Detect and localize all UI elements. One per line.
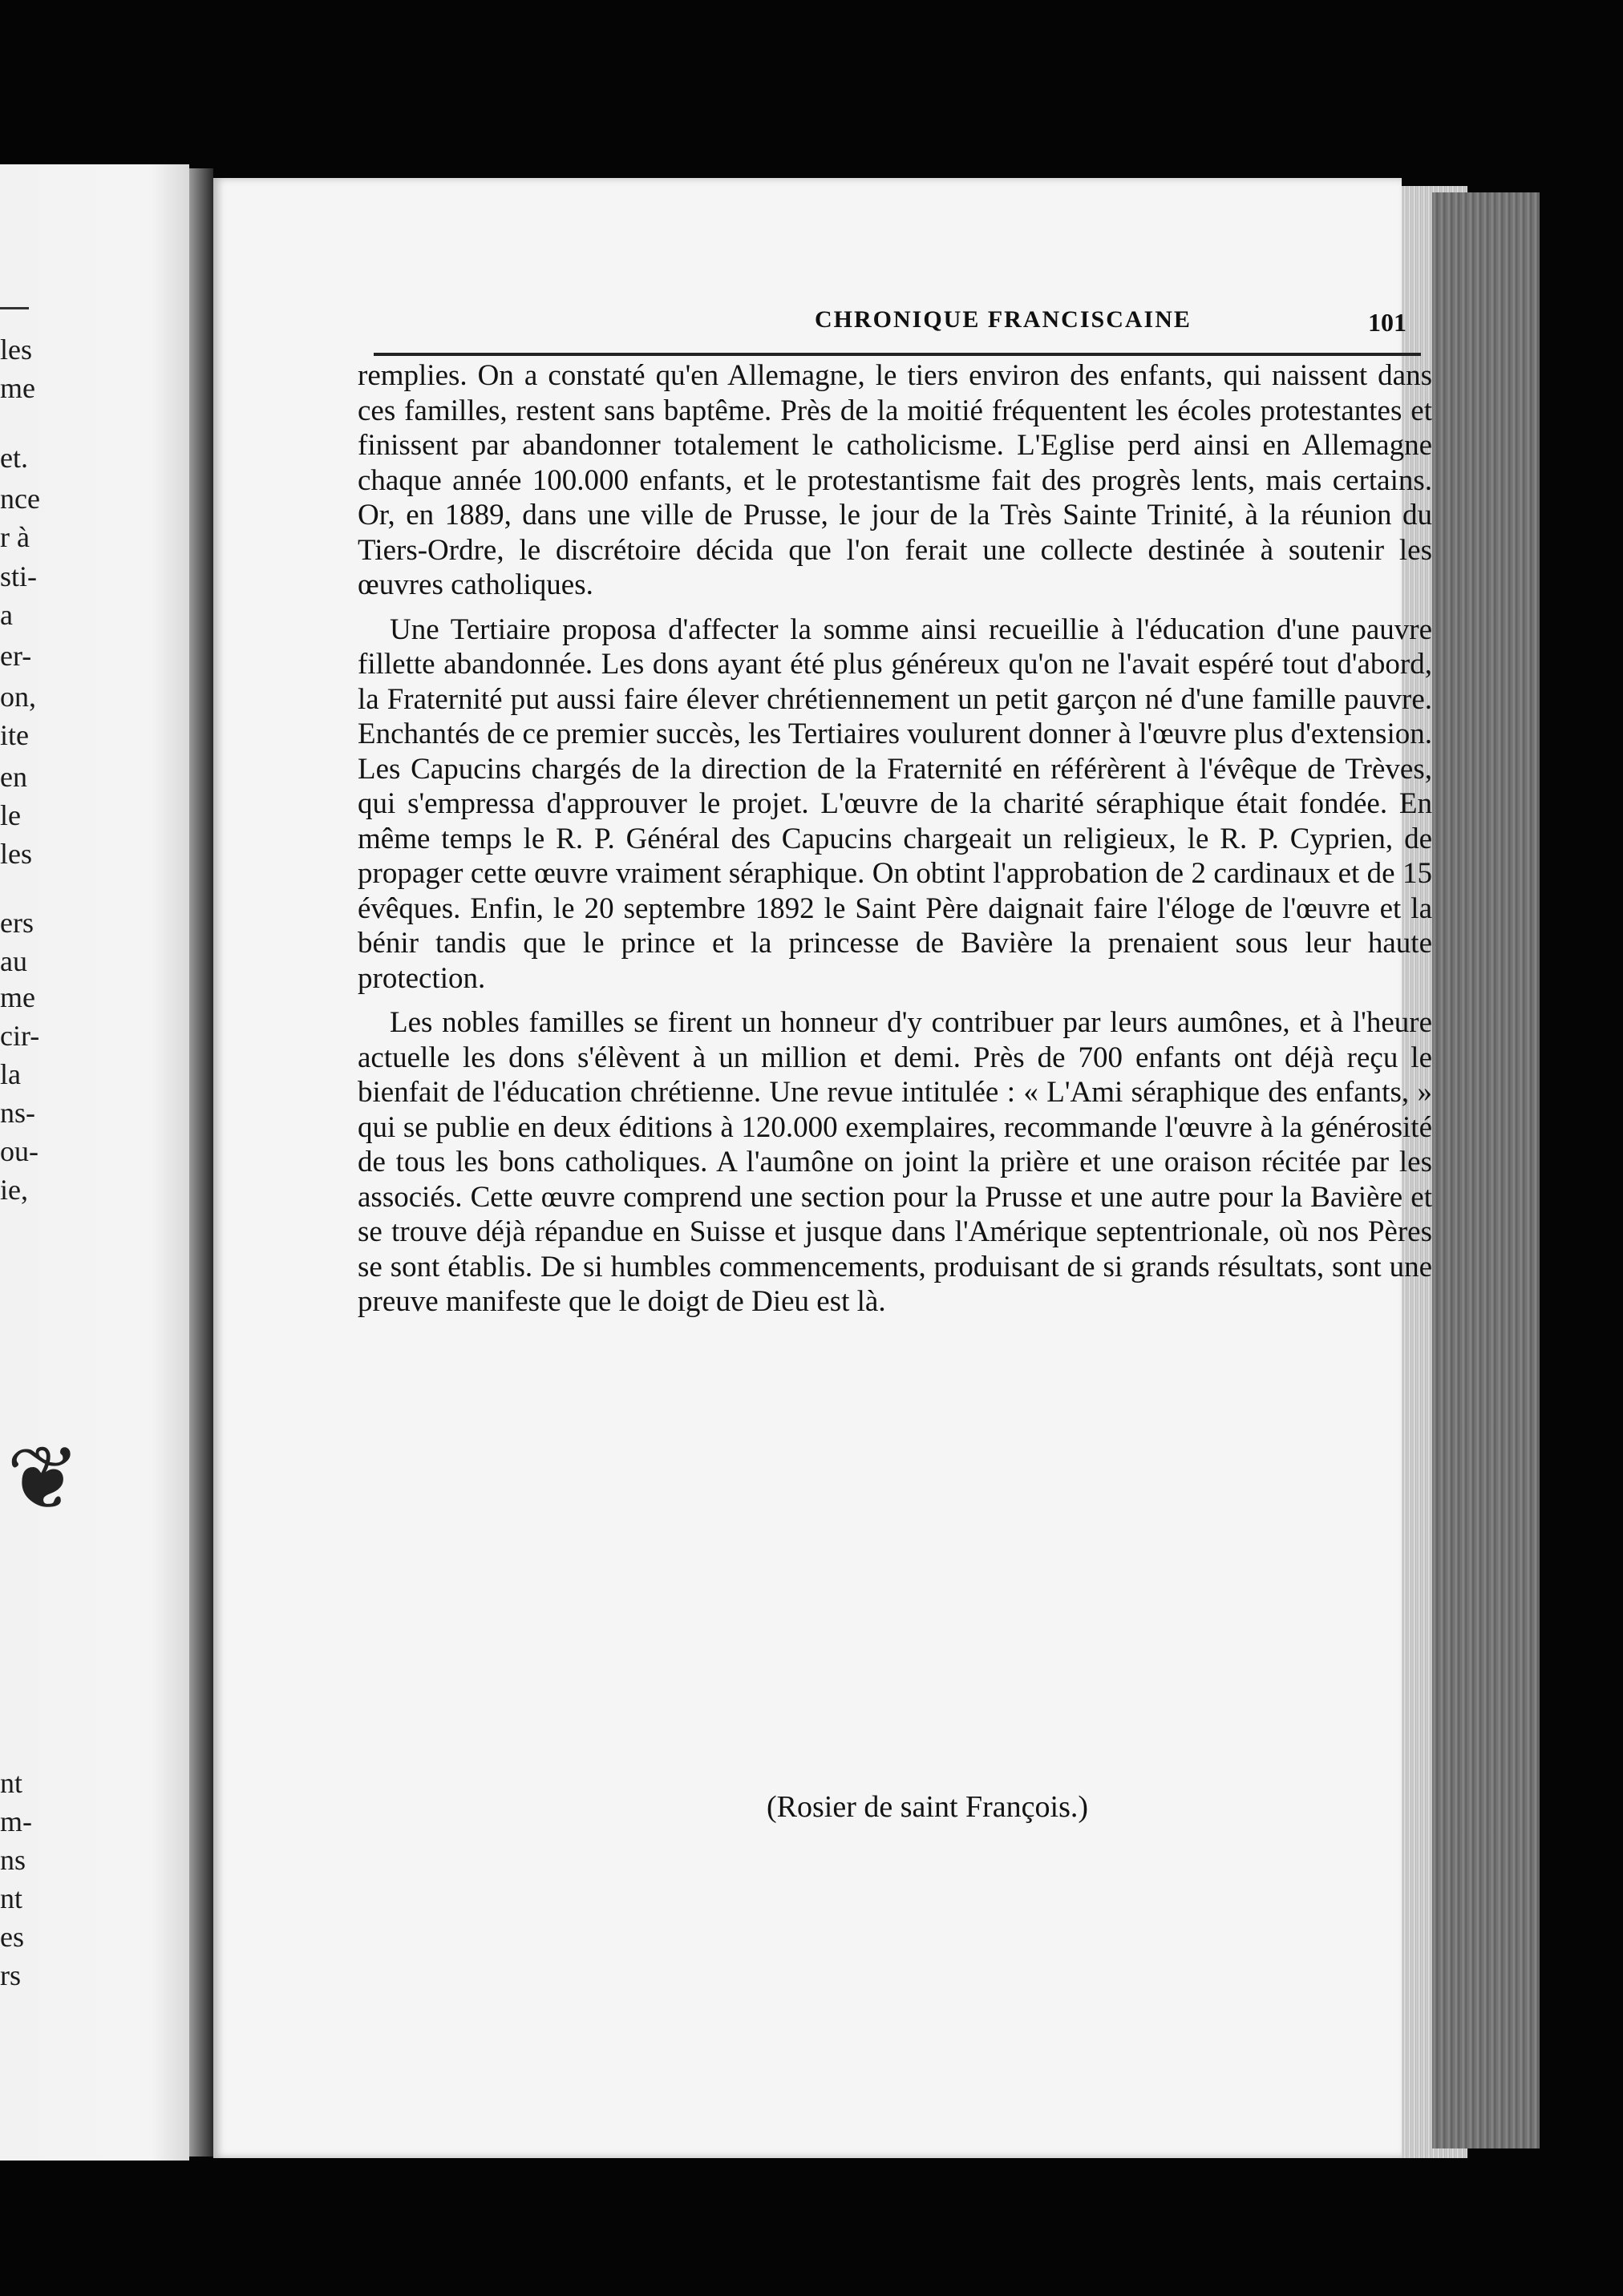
header-rule — [374, 353, 1421, 356]
book-gutter — [189, 168, 213, 2157]
book-cover-edge — [1432, 192, 1540, 2148]
left-page-fragment-text: cir- — [0, 1020, 40, 1052]
right-page — [213, 178, 1432, 2158]
left-page-fragment-text: le — [0, 799, 21, 831]
running-head — [366, 298, 1416, 346]
left-page-fragment-text: me — [0, 372, 35, 404]
left-page-fragment-text: ns — [0, 1844, 26, 1876]
left-page-fragment-text: rs — [0, 1959, 21, 1991]
left-page-fragment-text: me — [0, 981, 35, 1013]
left-page-fragment-text: r à — [0, 521, 30, 553]
left-page-fragment-text: nce — [0, 483, 40, 515]
left-page-fragment-text: ou- — [0, 1135, 38, 1167]
left-page-fragment-text: ite — [0, 719, 29, 751]
left-page-fragment-text: en — [0, 761, 27, 793]
left-page-fragment-text: on, — [0, 681, 36, 713]
left-page-fragment-text: les — [0, 333, 32, 366]
left-page-fragment-text: a — [0, 599, 13, 631]
paragraph-1: remplies. On a constaté qu'en Allemagne, le tiers environ des enfants, qui naissent dans ces familles, restent sans baptême. Près de la moitié fréquentent les écoles protestantes et finissent par abandonner totalement le catholicisme. L'Eglise perd ainsi en Allemagne chaque année 100.000 enfants, et le protestantisme fait des progrès lents, mais certains. Or, en 1889, dans une ville de Prusse, le jour de la Très Sainte Trinité, à la réunion du Tiers-Ordre, le discrétoire décida que l'on ferait une collecte destinée à soutenir les œuvres catholiques. — [358, 359, 1432, 601]
paragraph-3: Les nobles familles se firent un honneur d'y contribuer par leurs aumônes, et à l'heure actuelle les dons s'élèvent à un million et demi. Près de 700 enfants ont déjà reçu le bienfait de l'éducation chrétienne. Une revue intitulée : « L'Ami séraphique des enfants, » qui se publie en deux éditions à 120.000 exemplaires, recommande l'œuvre à la générosité de tous les bons catholiques. A l'aumône on joint la prière et une oraison récitée par les associés. Cette œuvre comprend une section pour la Prusse et une autre pour la Bavière et se trouve déjà répandue en Suisse et jusque dans l'Amérique septentrionale, où nos Pères se sont établis. De si humbles commencements, produisant de si grands résultats, sont une preuve manifeste que le doigt de Dieu est là. — [358, 1006, 1432, 1318]
left-page-fragment-text: ers — [0, 907, 34, 939]
page-number: 101 — [1368, 308, 1406, 337]
paragraph-2: Une Tertiaire proposa d'affecter la somme ainsi recueillie à l'éducation d'une pauvre fillette abandonnée. Les dons ayant été plus généreux qu'on ne l'avait espéré tout d'abord, la Fraternité put aussi faire élever chrétiennement un petit garçon né d'une famille pauvre. Enchantés de ce premier succès, les Tertiaires voulurent donner à l'œuvre plus d'extension. Les Capucins chargés de la direction de la Fraternité en référèrent à l'évêque de Trèves, qui s'empressa d'approuver le projet. L'œuvre de la charité séraphique était fondée. En même temps le R. P. Général des Capucins chargeait un religieux, le R. P. Cyprien, de propager cette œuvre vraiment séraphique. On obtint l'approbation de 2 cardinaux et de 15 évêques. Enfin, le 20 septembre 1892 le Saint Père daignait faire l'éloge de l'œuvre et la bénir tandis que le prince et la princesse de Bavière la prenaient sous leur haute protection. — [358, 612, 1432, 995]
left-page-fragment-text: nt — [0, 1882, 23, 1914]
left-page-fragment-text: sti- — [0, 560, 38, 592]
left-page-rule — [0, 307, 29, 309]
left-page-fragment-text: er- — [0, 640, 32, 672]
left-page-fragment-text: ns- — [0, 1097, 35, 1129]
left-page-fragment-text: nt — [0, 1767, 23, 1799]
left-page-fragment-text: les — [0, 838, 32, 870]
left-page-fragment-text: es — [0, 1921, 24, 1953]
left-page-fragment-text: et. — [0, 442, 28, 474]
body-text — [358, 358, 1432, 1329]
fleuron-ornament: ❦ — [6, 1430, 81, 1528]
left-page-fragment-text: la — [0, 1058, 21, 1090]
running-title: CHRONIQUE FRANCISCAINE — [815, 306, 1192, 333]
left-page-fragment-text: au — [0, 945, 27, 977]
source-attribution: (Rosier de saint François.) — [767, 1790, 1089, 1824]
left-page-fragment-text: ie, — [0, 1174, 28, 1206]
left-page-fragment — [0, 164, 189, 2161]
left-page-fragment-text: m- — [0, 1805, 32, 1837]
